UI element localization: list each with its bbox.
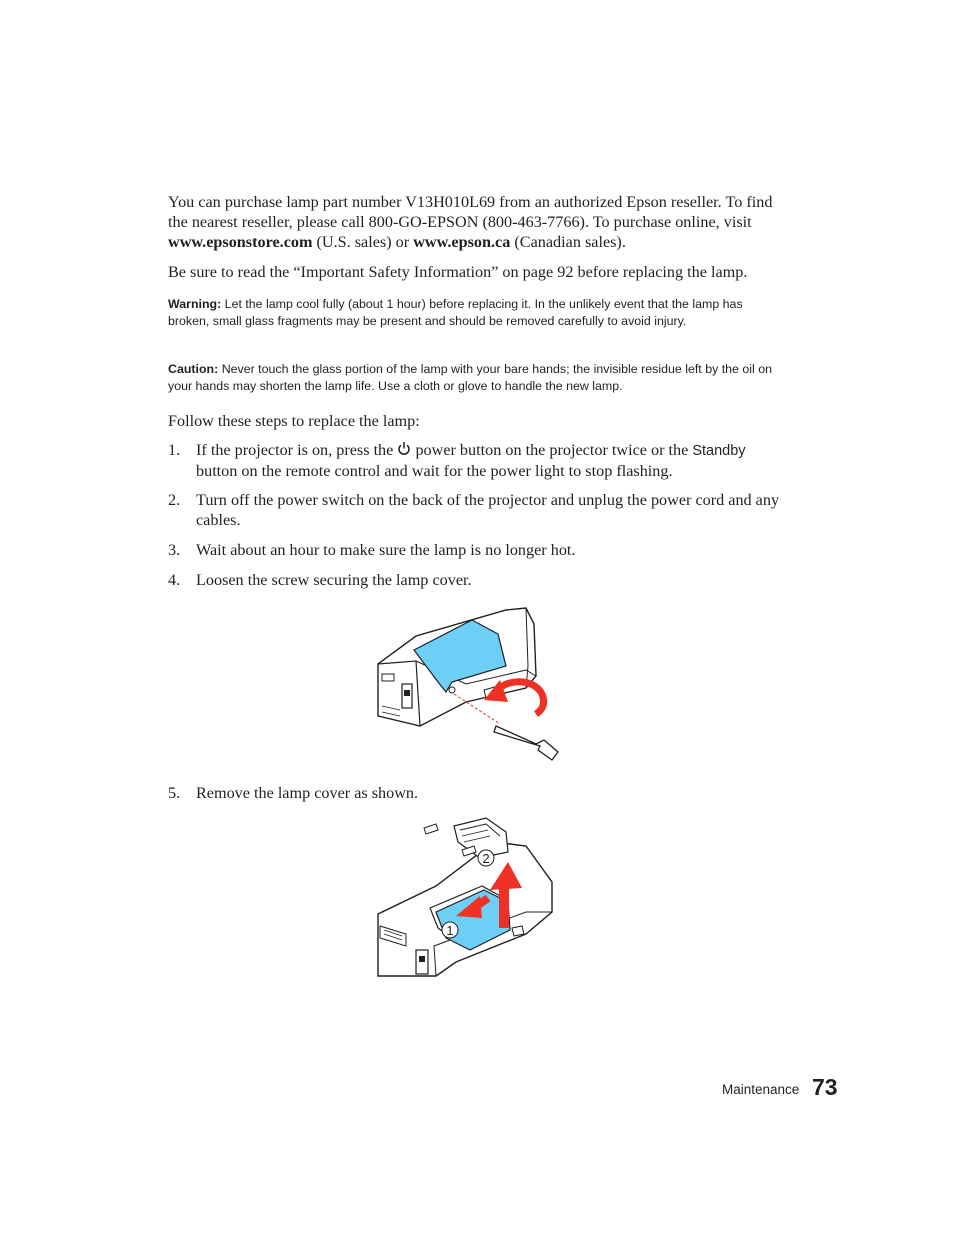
step-1-text-a: If the projector is on, press the bbox=[196, 441, 398, 459]
step-3 bbox=[168, 540, 780, 560]
step-1-text-b: power button on the projector twice or the bbox=[411, 441, 693, 459]
step-5 bbox=[168, 783, 780, 803]
warning-label: Warning: bbox=[168, 297, 222, 311]
step-text: Turn off the power switch on the back of the projector and unplug the power cord and any cables. bbox=[196, 491, 780, 529]
warning-note bbox=[168, 296, 780, 330]
step-4 bbox=[168, 570, 780, 590]
step-1 bbox=[168, 440, 780, 480]
intro-text-2: (U.S. sales) or bbox=[312, 233, 414, 251]
step-text: Remove the lamp cover as shown. bbox=[196, 784, 419, 802]
callout-1: 1 bbox=[446, 923, 454, 938]
caution-text: Never touch the glass portion of the lamp with your bare hands; the invisible residue left by the oil on your hands may shorten the lamp life. Use a cloth or glove to handle the new lamp. bbox=[168, 362, 773, 393]
step-2 bbox=[168, 490, 780, 530]
step-number: 1. bbox=[168, 441, 181, 459]
intro-paragraph bbox=[168, 192, 780, 252]
loosen-screw-illustration bbox=[376, 606, 562, 766]
intro-text: You can purchase lamp part number V13H010L69 from an authorized Epson reseller. To find the nearest reseller, please call 800-GO-EPSON (800-463-7766). To purchase online, visit bbox=[168, 193, 773, 231]
callout-2: 2 bbox=[482, 851, 490, 866]
remove-cover-illustration bbox=[376, 816, 556, 978]
standby-button-label: Standby bbox=[692, 443, 746, 459]
step-1-text-c: button on the remote control and wait for the power light to stop flashing. bbox=[196, 462, 673, 480]
page-number: 73 bbox=[812, 1074, 838, 1100]
caution-label: Caution: bbox=[168, 362, 219, 376]
footer-section: Maintenance bbox=[722, 1082, 800, 1097]
caution-note bbox=[168, 361, 780, 395]
power-icon bbox=[397, 441, 411, 456]
safety-line: Be sure to read the “Important Safety Information” on page 92 before replacing the lamp. bbox=[168, 263, 748, 281]
step-text: Wait about an hour to make sure the lamp is no longer hot. bbox=[196, 541, 576, 559]
steps-intro: Follow these steps to replace the lamp: bbox=[168, 412, 420, 430]
epsonstore-link[interactable]: www.epsonstore.com bbox=[168, 233, 313, 251]
step-number: 4. bbox=[168, 571, 181, 589]
intro-text-3: (Canadian sales). bbox=[510, 233, 626, 251]
epson-ca-link[interactable]: www.epson.ca bbox=[413, 233, 511, 251]
warning-text: Let the lamp cool fully (about 1 hour) before replacing it. In the unlikely event that the lamp has broken, small glass fragments may be present and should be removed carefully to avoid injury. bbox=[168, 297, 743, 328]
step-number: 3. bbox=[168, 541, 181, 559]
step-number: 2. bbox=[168, 491, 181, 509]
step-text bbox=[196, 440, 780, 481]
step-number: 5. bbox=[168, 784, 181, 802]
step-text: Loosen the screw securing the lamp cover. bbox=[196, 571, 472, 589]
